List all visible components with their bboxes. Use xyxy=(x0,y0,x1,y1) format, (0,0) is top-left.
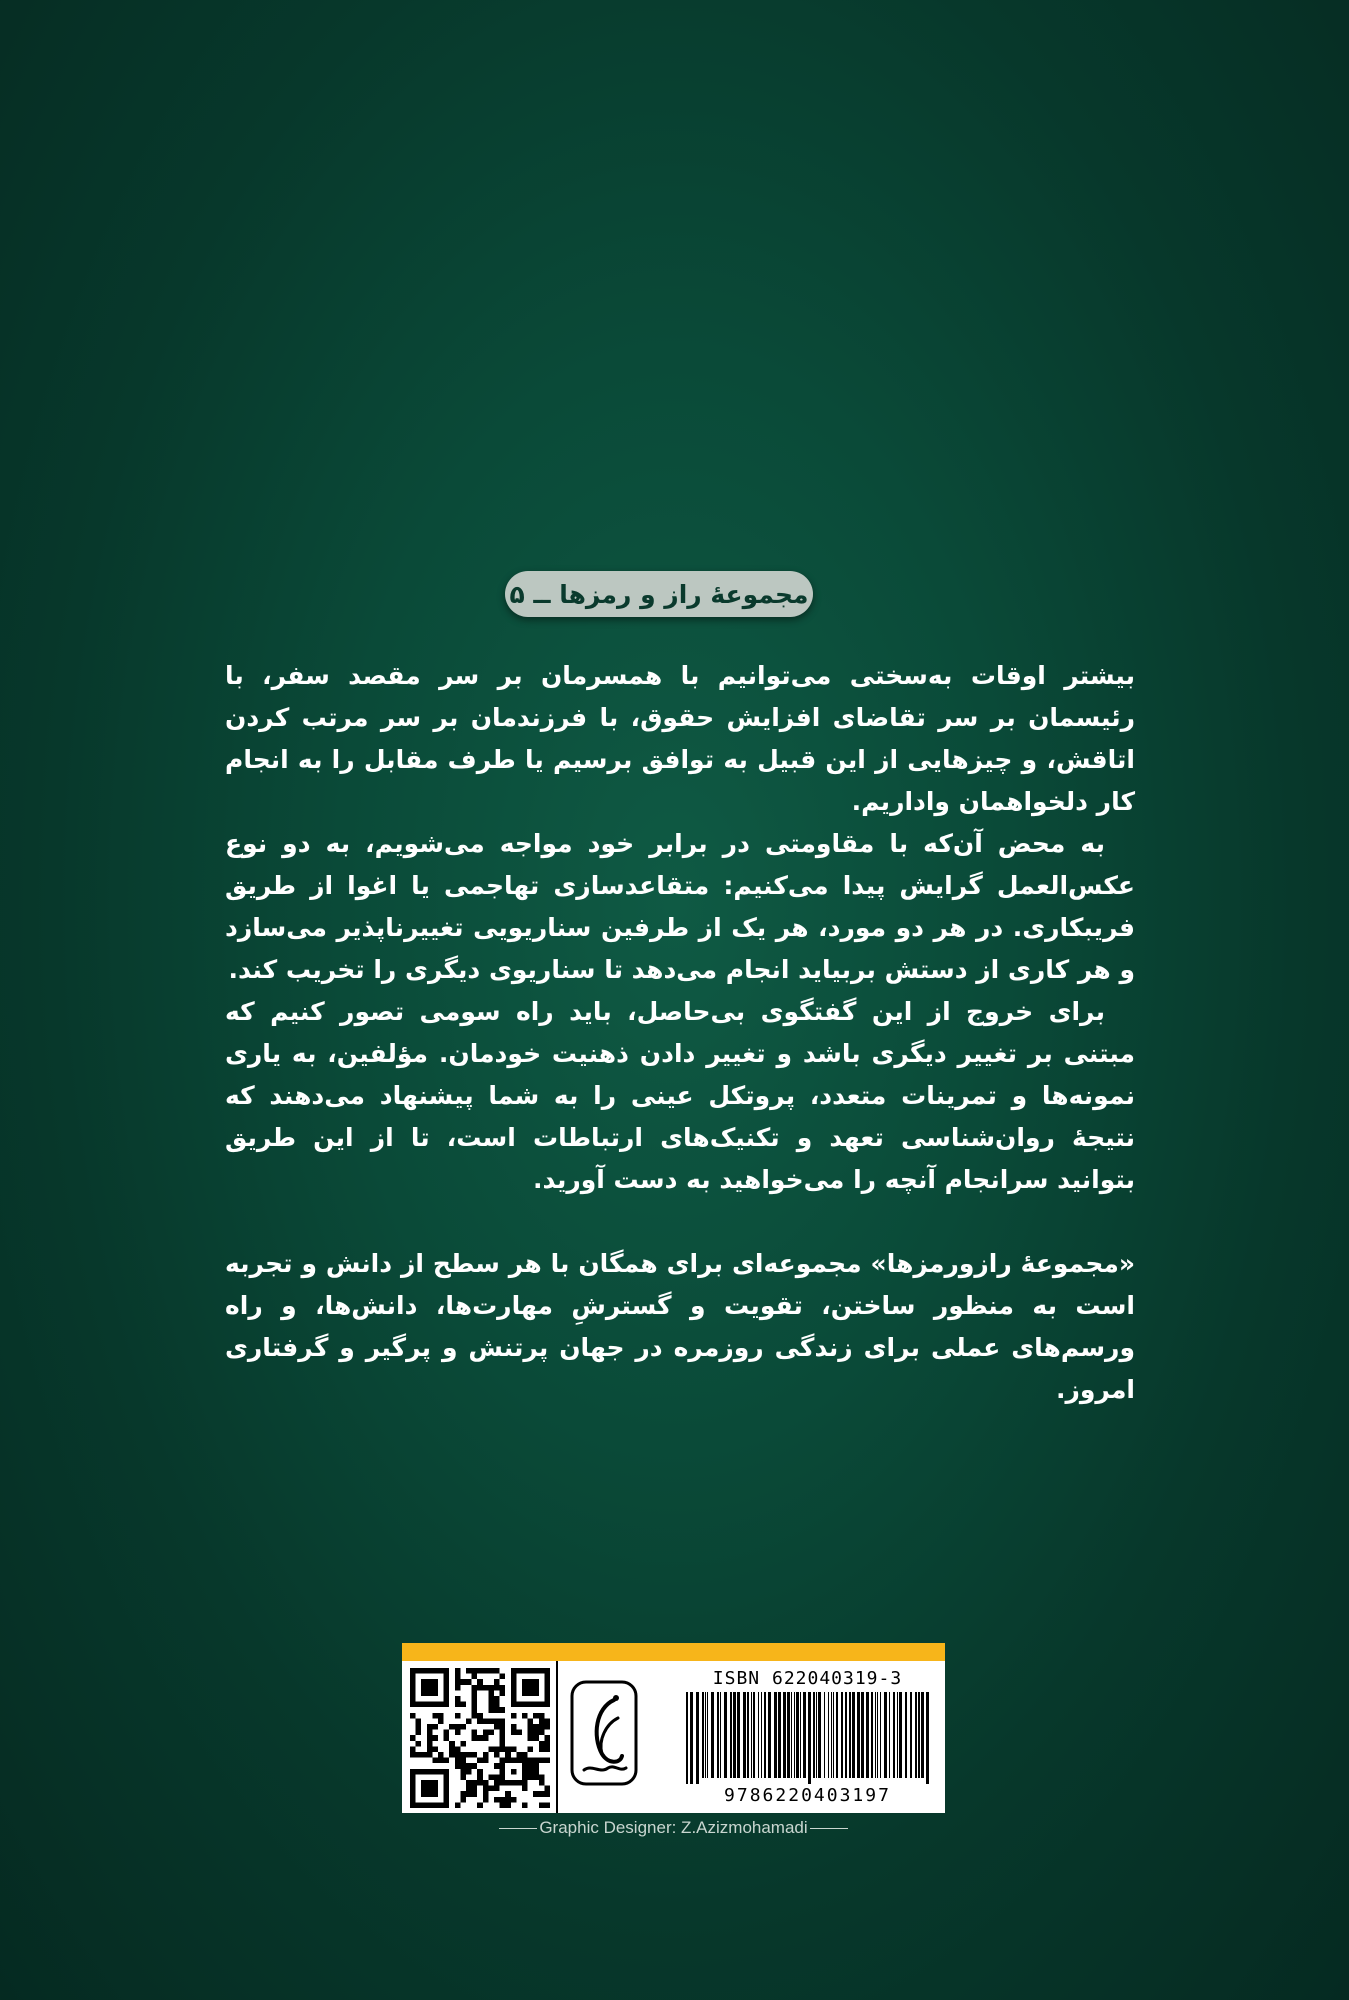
barcode-number: 9786220403197 xyxy=(724,1785,891,1806)
qr-code-icon xyxy=(410,1668,550,1808)
credit-rule-left xyxy=(499,1828,537,1829)
panel-top-stripe xyxy=(402,1643,945,1661)
back-cover-blurb xyxy=(225,655,1135,1411)
isbn-label: ISBN 622040319-3 xyxy=(712,1668,903,1689)
blurb-paragraph-2: به محض آن‌که با مقاومتی در برابر خود مواجه می‌شویم، به دو نوع عکس‌العمل گرایش پیدا می‌کنیم: متقاعدسازی تهاجمی یا اغوا از طریق فریبکاری. در هر دو مورد، هر یک از طرفین سناریویی تغییرناپذیر می‌سازد و هر کاری از دستش بربیاید انجام می‌دهد تا سناریوی دیگری را تخریب کند. xyxy=(225,829,1135,984)
panel-divider xyxy=(556,1661,558,1813)
series-description: «مجموعهٔ رازورمزها» مجموعه‌ای برای همگان با هر سطح از دانش و تجربه است به منظور ساختن، تقویت و گسترشِ مهارت‌ها، دانش‌ها، و راه ورسم‌های عملی برای زندگی روزمره در جهان پرتنش و پرگیر و گرفتاری امروز. xyxy=(225,1249,1135,1404)
publisher-logo-icon xyxy=(568,1678,640,1788)
barcode-icon xyxy=(680,1692,935,1784)
designer-credit-text: Graphic Designer: Z.Azizmohamadi xyxy=(539,1818,808,1837)
barcode-panel xyxy=(402,1643,945,1813)
blurb-paragraph-1: بیشتر اوقات به‌سختی می‌توانیم با همسرمان بر سر مقصد سفر، با رئیسمان بر سر تقاضای افزایش حقوق، با فرزندمان بر سر مرتب کردن اتاقش، و چیزهایی از این قبیل به توافق برسیم یا طرف مقابل را به انجام کار دلخواهمان واداریم. xyxy=(225,661,1135,816)
designer-credit xyxy=(402,1818,945,1838)
blurb-paragraph-3: برای خروج از این گفتگوی بی‌حاصل، باید راه سومی تصور کنیم که مبتنی بر تغییر دیگری باشد و تغییر دادن ذهنیت خودمان. مؤلفین، به یاری نمونه‌ها و تمرینات متعدد، پروتکل عینی را به شما پیشنهاد می‌دهند که نتیجهٔ روان‌شناسی تعهد و تکنیک‌های ارتباطات است، تا از این طریق بتوانید سرانجام آنچه را می‌خواهید به دست آورید. xyxy=(225,997,1135,1194)
series-label: مجموعهٔ راز و رمزها ــ ۵ xyxy=(505,571,813,617)
credit-rule-right xyxy=(810,1828,848,1829)
